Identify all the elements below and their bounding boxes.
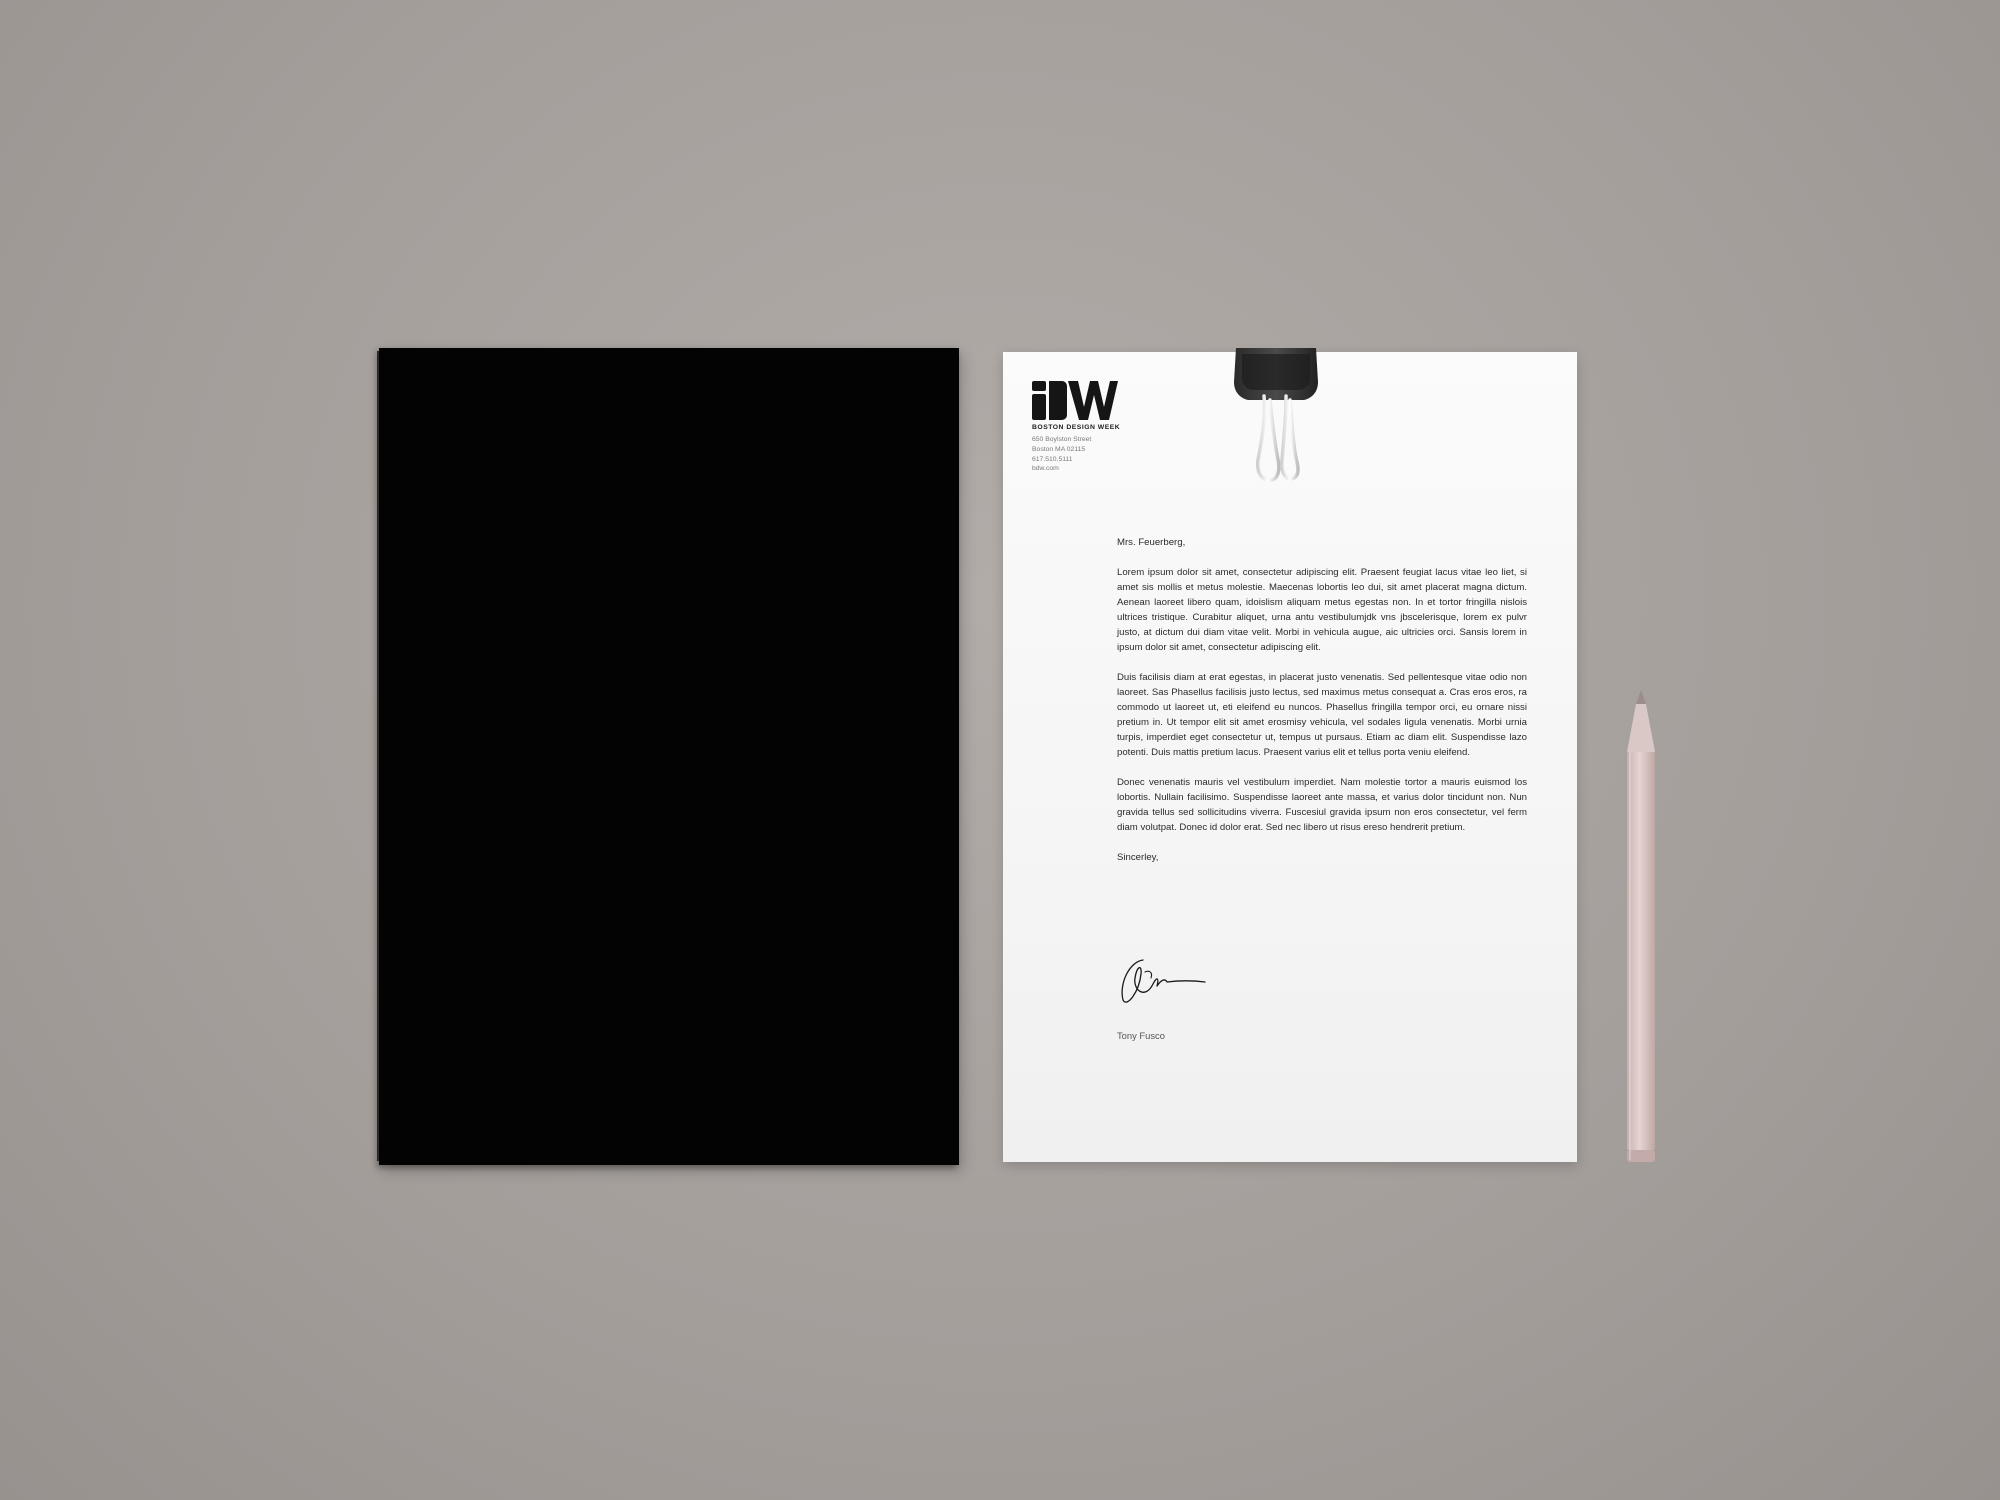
address-line: Boston MA 02115	[1032, 445, 1086, 453]
paragraph: Duis facilisis diam at erat egestas, in placerat justo venenatis. Sed pellentesque vitae odio non laoreet. Sas Phasellus facilisis justo lectus, sed maximus metus consequat a. Cras eros eros, ra commodo ut laoreet ut, eti eleifend eu nuncos. Phasellus fringilla tempor orci, eu ornare nissi pretium in. Ut tempor elit sit amet erosmisy vehicula, vel sodales ligula venenatis. Morbi urnia turpis, imperdiet eget consectetur ut, tempus ut pursaus. Etiam ac diam elit. Suspendisse lazo potenti. Duis mattis pretium lacus. Praesent varius elit et tellus porta veniu eleifend.	[1117, 672, 1527, 758]
binder-clip-icon	[1228, 348, 1324, 490]
organization-name: BOSTON DESIGN WEEK	[1032, 424, 1121, 431]
address-line: 650 Boylston Street	[1032, 436, 1092, 443]
paragraph: Lorem ipsum dolor sit amet, consectetur adipiscing elit. Praesent feugiat lacus vitae leo liet, si amet sis mollis et metus molestie. Maecenas lobortis leo dui, sit amet placerat magna dictum. Aenean laoreet libero quam, idoislism aliquam metus egestas non. In et tortor fringilla nislois ultrices tristique. Curabitur aliquet, urna antu vestibulumjdk vns jbscelerisque, lorem ex pulvr justo, at dictum dui diam vitae velit. Morbi in vehicula augue, aic ultricies orci. Sansis lorem in ipsum dolor sit amet, consectetur adipiscing elit.	[1117, 567, 1527, 653]
closing: Sincerley,	[1117, 852, 1159, 863]
signer-name: Tony Fusco	[1117, 1030, 1165, 1041]
pencil-icon	[1624, 690, 1658, 1170]
address-block	[1032, 435, 1091, 474]
address-line: bdw.com	[1032, 465, 1059, 473]
paragraph: Donec venenatis mauris vel vestibulum imperdiet. Nam molestie tortor a mauris euismod los lobortis. Nullain facilisimo. Suspendisse laoreet ante massa, et varius dolor tincidunt non. Nun gravida tellus sed sollicitudins viverra. Fuscesiul gravida ipsum non eros consectetur, vel ferm diam volutpat. Donec id dolor erat. Sed nec libero ut risus ereso hendrerit pretium.	[1117, 777, 1527, 833]
letter-body	[1117, 535, 1527, 880]
signature-icon	[1115, 954, 1207, 1008]
address-line: 617.510.5111	[1032, 455, 1073, 463]
bdw-logo-icon	[1032, 381, 1118, 421]
black-folder	[379, 348, 959, 1165]
salutation: Mrs. Feuerberg,	[1117, 537, 1186, 548]
